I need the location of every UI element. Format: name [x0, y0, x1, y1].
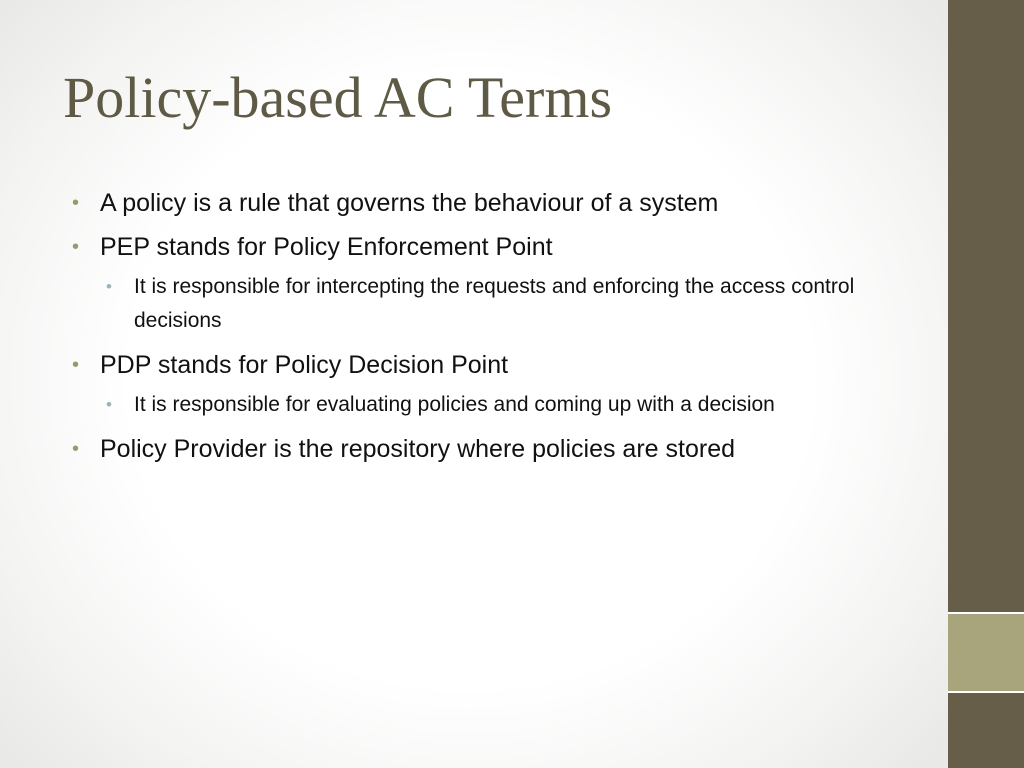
- sub-bullet-icon: •: [106, 277, 112, 296]
- sub-bullet-item-pdp-role: [106, 388, 932, 422]
- bullet-icon: •: [72, 354, 80, 376]
- bullet-item-pdp: [72, 348, 932, 382]
- bullet-list: [72, 186, 932, 476]
- bullet-text: Policy Provider is the repository where policies are stored: [100, 435, 735, 463]
- bullet-item-pep: [72, 230, 932, 264]
- bullet-text: PDP stands for Policy Decision Point: [100, 351, 509, 379]
- bullet-icon: •: [72, 236, 80, 258]
- bullet-item-policy-definition: [72, 186, 932, 220]
- sub-bullet-icon: •: [106, 395, 112, 414]
- sub-bullet-text: It is responsible for intercepting the requests and enforcing the access control decisions: [134, 275, 855, 332]
- sub-bullet-text: It is responsible for evaluating policies and coming up with a decision: [134, 393, 775, 416]
- sidebar-divider-bottom: [948, 691, 1024, 693]
- sub-bullet-item-pep-role: [106, 270, 932, 338]
- slide-title: Policy-based AC Terms: [63, 65, 613, 130]
- bullet-icon: •: [72, 438, 80, 460]
- bullet-text: PEP stands for Policy Enforcement Point: [100, 233, 553, 261]
- bullet-icon: •: [72, 192, 80, 214]
- bullet-text: A policy is a rule that governs the behaviour of a system: [100, 189, 719, 217]
- bullet-item-policy-provider: [72, 432, 932, 466]
- decorative-sidebar-accent-block: [948, 614, 1024, 691]
